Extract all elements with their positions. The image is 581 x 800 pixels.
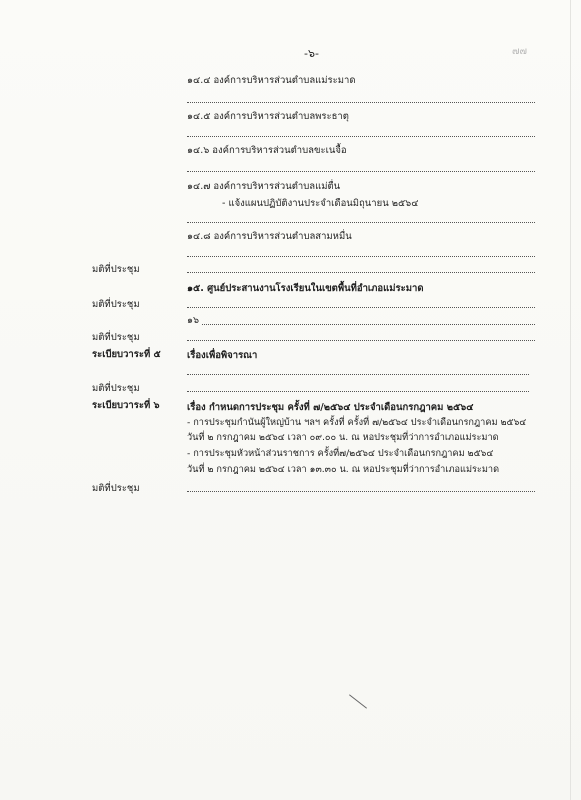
agenda-6-paragraph-1-line-2: วันที่ ๒ กรกฎาคม ๒๕๖๔ เวลา ๐๙.๐๐ น. ณ หอประชุมที่ว่าการอำเภอแม่ระมาด <box>187 432 499 443</box>
item-14-5: ๑๔.๕ องค์การบริหารส่วนตำบลพระธาตุ <box>187 111 349 122</box>
dotted-line <box>187 391 529 392</box>
dotted-line <box>187 222 535 223</box>
agenda-6-paragraph-2-line-2: วันที่ ๒ กรกฎาคม ๒๕๖๔ เวลา ๑๓.๓๐ น. ณ หอประชุมที่ว่าการอำเภอแม่ระมาด <box>187 464 500 475</box>
resolution-label: มติที่ประชุม <box>92 264 140 275</box>
agenda-6-title: เรื่อง กำหนดการประชุม ครั้งที่ ๗/๒๕๖๔ ประจำเดือนกรกฎาคม ๒๕๖๔ <box>187 402 474 413</box>
item-14-7-sub: - แจ้งแผนปฏิบัติงานประจำเดือนมิถุนายน ๒๕๖๔ <box>222 198 419 209</box>
pen-mark <box>349 694 367 708</box>
page-edge <box>570 0 571 800</box>
agenda-6-paragraph-2-line-1: - การประชุมหัวหน้าส่วนราชการ ครั้งที่๗/๒๕๖๔ ประจำเดือนกรกฎาคม ๒๕๖๔ <box>187 448 494 459</box>
dotted-line <box>187 307 535 308</box>
dotted-line <box>202 324 535 325</box>
resolution-label: มติที่ประชุม <box>92 383 140 394</box>
resolution-label: มติที่ประชุม <box>92 332 140 343</box>
resolution-label: มติที่ประชุม <box>92 299 140 310</box>
page-number: -๖- <box>304 47 319 60</box>
dotted-line <box>187 491 535 492</box>
dotted-line <box>187 272 535 273</box>
item-16: ๑๖ <box>187 315 200 326</box>
dotted-line <box>187 374 529 375</box>
agenda-6-paragraph-1-line-1: - การประชุมกำนันผู้ใหญ่บ้าน ฯลฯ ครั้งที่ ครั้งที่ ๗/๒๕๖๔ ประจำเดือนกรกฎาคม ๒๕๖๔ <box>187 417 527 428</box>
dotted-line <box>187 136 535 137</box>
item-15: ๑๕. ศูนย์ประสานงานโรงเรียนในเขตพื้นที่อำเภอแม่ระมาด <box>187 283 424 294</box>
item-14-8: ๑๔.๘ องค์การบริหารส่วนตำบลสามหมื่น <box>187 231 352 242</box>
dotted-line <box>187 256 535 257</box>
dotted-line <box>187 340 535 341</box>
agenda-5-title: เรื่องเพื่อพิจารณา <box>187 350 258 361</box>
item-14-6: ๑๔.๖ องค์การบริหารส่วนตำบลขะเนจื้อ <box>187 145 347 156</box>
dotted-line <box>187 102 535 103</box>
item-14-4: ๑๔.๔ องค์การบริหารส่วนตำบลแม่ระมาด <box>187 75 356 86</box>
item-14-7: ๑๔.๗ องค์การบริหารส่วนตำบลแม่ตื่น <box>187 181 341 192</box>
agenda-6-label: ระเบียบวาระที่ ๖ <box>92 400 160 411</box>
dotted-line <box>187 171 535 172</box>
faded-stamp: ๗๗ <box>512 46 528 57</box>
resolution-label: มติที่ประชุม <box>92 483 140 494</box>
agenda-5-label: ระเบียบวาระที่ ๕ <box>92 349 161 360</box>
